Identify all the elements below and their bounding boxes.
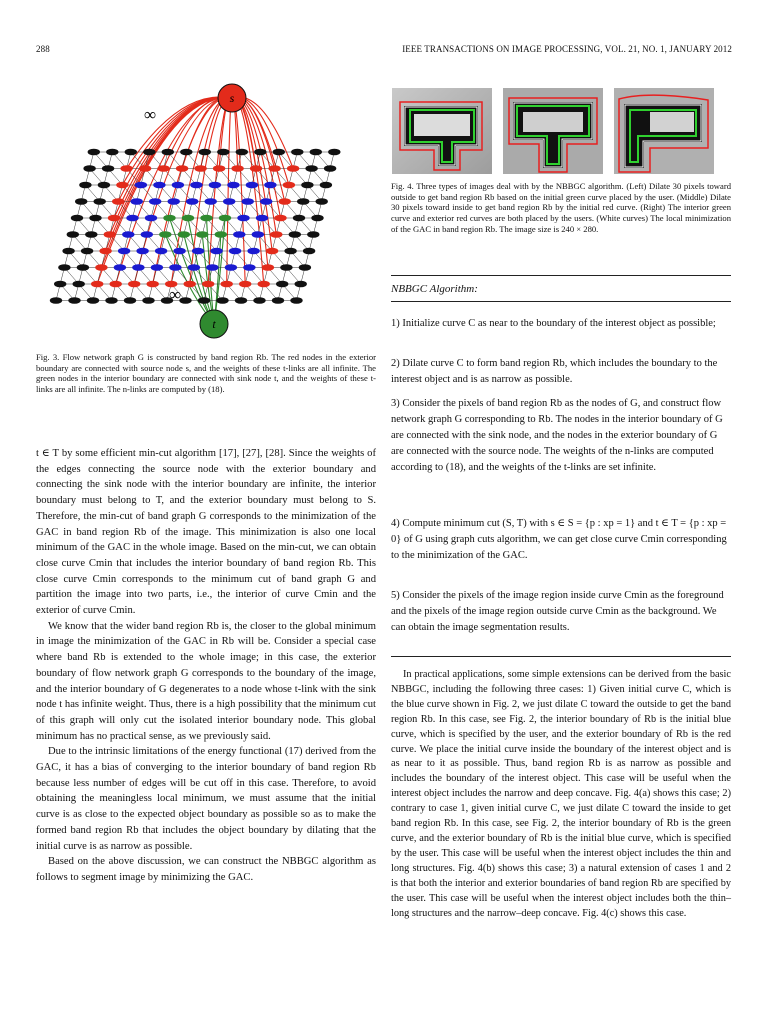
graph-node-black [162,149,174,156]
graph-node-blue [210,248,222,255]
graph-node-black [199,149,211,156]
graph-node-blue [141,231,153,238]
graph-node-green [219,215,231,222]
graph-node-red [283,182,295,189]
graph-node-black [73,281,85,288]
graph-node-black [316,198,328,205]
graph-node-red [221,281,233,288]
graph-node-black [305,165,317,172]
graph-node-red [274,215,286,222]
graph-node-blue [252,231,264,238]
figure-3-caption: Fig. 3. Flow network graph G is constructed by band region Rb. The red nodes in the exterior boundary are connected with source node s, and the weights of these t-links are all infinite. The green nodes in the interior boundary are connected with sink node t, and the weights of these t-links are all infinite. The n-links are computed by (18). [36,352,376,395]
graph-node-blue [135,182,147,189]
graph-node-black [124,297,136,304]
graph-node-black [79,182,91,189]
graph-node-red [250,165,262,172]
graph-node-red [147,281,159,288]
sink-node-label: t [212,317,216,331]
graph-node-black [68,297,80,304]
graph-node-blue [223,198,235,205]
graph-node-red [176,165,188,172]
graph-node-blue [243,264,255,271]
graph-node-green [163,215,175,222]
graph-node-black [75,198,87,205]
figure-4-right-image [614,88,714,174]
source-node-label: s [229,91,235,105]
graph-node-black [94,198,106,205]
graph-node-blue [233,231,245,238]
graph-node-black [83,165,95,172]
graph-node-black [81,248,93,255]
graph-node-black [180,149,192,156]
graph-node-black [284,248,296,255]
graph-node-black [85,231,97,238]
algorithm-title-rule [391,301,731,302]
journal-header: IEEE TRANSACTIONS ON IMAGE PROCESSING, VOL. 21, NO. 1, JANUARY 2012 [402,44,732,54]
graph-node-black [328,149,340,156]
graph-node-red [202,281,214,288]
graph-node-blue [114,264,126,271]
algorithm-step-2: 2) Dilate curve C to form band region Rb, which includes the boundary to the interest object and is as narrow as possible. [391,358,718,385]
algorithm-step-5: 5) Consider the pixels of the image region inside curve Cmin as the foreground and the pixels of the image region outside curve Cmin as the background. We can obtain the image segmentation results. [391,590,724,633]
graph-node-red [120,165,132,172]
graph-node-green [200,215,212,222]
graph-node-red [184,281,196,288]
graph-node-black [291,149,303,156]
graph-node-red [157,165,169,172]
graph-node-black [303,248,315,255]
graph-node-black [102,165,114,172]
graph-node-blue [145,215,157,222]
graph-node-black [62,248,74,255]
algorithm-step-4: 4) Compute minimum cut (S, T) with s ∈ S = {p : xp = 1} and t ∈ T = {p : xp = 0} of G using graph cuts algorithm, we can get close curve Cmin corresponding to the minimization of the GAC. [391,518,727,561]
graph-node-blue [131,198,143,205]
graph-node-red [287,165,299,172]
graph-node-black [295,281,307,288]
graph-node-red [95,264,107,271]
graph-node-red [108,215,120,222]
paragraph: In practical applications, some simple extensions can be derived from the basic NBBGC, including the following three cases: 1) Given initial curve C, which is the blue curve shown in Fig. 2, we just dilate C toward the outside to get the band region Rb. In this case, see Fig. 2, the interior boundary of Rb is the initial blue curve, which is specified by the user, and the exterior boundary of Rb is the red curve. We place the initial curve inside the boundary of the interest object and is as near to it as possible. Thus, band region Rb is as narrow as possible and includes the boundary of the interest object. This case will be useful when the interest object includes the narrow and deep concave. Fig. 4(a) shows this case; 2) contrary to case 1, given initial curve C, we just dilate C toward the inside to get band region Rb. In this case, see Fig. 2, the interior boundary of Rb is the green curve, and the exterior boundary of Rb is the initial blue curve, which is specified by the user. This case will be useful when the interest object includes the thin and long structures. Fig. 4(b) shows this case; 3) a natural extension of cases 1 and 2 is that both the interior and exterior boundaries of band region Rb are specified by the user. This case will be useful when the interest object includes both the thin–long structures and the narrow–deep concave. Fig. 4(c) shows this case. [391,669,731,919]
algorithm-step-1: 1) Initialize curve C as near to the boundary of the interest object as possible; [391,318,716,329]
graph-node-black [253,297,265,304]
graph-node-black [324,165,336,172]
graph-node-black [235,297,247,304]
graph-node-blue [209,182,221,189]
graph-node-blue [227,182,239,189]
graph-node-green [182,215,194,222]
graph-node-blue [126,215,138,222]
graph-node-red [266,248,278,255]
algorithm-step-3: 3) Consider the pixels of band region Rb as the nodes of G, and construct flow network graph G corresponding to Rb. The nodes in the interior boundary of G are connected with the sink node, and the nodes in the exterior boundary of G are connected with the source node. The weights of the n-links are computed according to (18), and the weights of the t-links are set infinite. [391,398,723,473]
graph-node-red [112,198,124,205]
graph-node-blue [229,248,241,255]
graph-node-blue [256,215,268,222]
graph-node-black [88,149,100,156]
graph-node-blue [260,198,272,205]
graph-node-black [71,215,83,222]
graph-node-black [289,231,301,238]
graph-node-blue [169,264,181,271]
source-t-link [227,98,232,284]
graph-node-black [77,264,89,271]
graph-node-red [213,165,225,172]
graph-node-black [280,264,292,271]
graph-node-blue [153,182,165,189]
graph-node-blue [168,198,180,205]
graph-node-blue [247,248,259,255]
graph-node-blue [192,248,204,255]
graph-node-black [293,215,305,222]
graph-node-black [106,149,118,156]
graph-node-blue [172,182,184,189]
graph-node-red [99,248,111,255]
graph-node-black [98,182,110,189]
graph-node-black [125,149,137,156]
graph-node-black [58,264,70,271]
paragraph: Based on the above discussion, we can construct the NBBGC algorithm as follows to segment image by minimizing the GAC. [36,856,376,883]
graph-node-black [54,281,66,288]
graph-node-green [215,231,227,238]
graph-node-green [159,231,171,238]
figure-4-left-image [392,88,492,174]
graph-node-blue [118,248,130,255]
graph-node-red [231,165,243,172]
algorithm-bottom-rule [391,656,731,657]
graph-node-red [279,198,291,205]
graph-node-black [50,297,62,304]
graph-node-red [258,281,270,288]
graph-node-blue [132,264,144,271]
graph-node-red [194,165,206,172]
figure-4-middle-image [503,88,603,174]
graph-node-black [89,215,101,222]
algorithm-top-rule [391,275,731,276]
graph-node-black [301,182,313,189]
graph-node-black [198,297,210,304]
graph-node-black [87,297,99,304]
paragraph: Due to the intrinsic limitations of the energy functional (17) derived from the GAC, it has a bias of converging to the interior boundary of band region Rb because less number of edges will be cut off in this case. Therefore, to avoid obtaining the meaningless local minimum, we must assume that the initial curve is as close to the expected object boundary as possible so as to make the formed band region Rb that includes the object boundary by dilating that the initial curve is as narrow as possible. [36,746,376,852]
graph-node-green [196,231,208,238]
graph-node-blue [190,182,202,189]
infinity-weight-top: ∞ [144,105,157,124]
graph-node-red [104,231,116,238]
graph-node-black [310,149,322,156]
graph-node-black [105,297,117,304]
graph-node-black [67,231,79,238]
graph-node-green [178,231,190,238]
graph-node-red [128,281,140,288]
graph-node-red [110,281,122,288]
graph-node-red [262,264,274,271]
graph-node-black [179,297,191,304]
graph-node-black [143,149,155,156]
graph-node-black [254,149,266,156]
graph-node-black [311,215,323,222]
graph-node-black [142,297,154,304]
paragraph: We know that the wider band region Rb is, the closer to the global minimum in image the minimization of the GAC in Rb will be. Consider a special case where band Rb is extended to the whole image; in this case, the exterior boundary of flow network graph G corresponds to the boundary of the image, and the interior boundary of G degenerates to a node whose t-link with the sink node t has infinite weight. Thus, there is a high possibility that the minimum cut of this graph will only cut the isolated interior boundary node. This global minimum has no practical sense, as we previously said. [36,620,376,742]
graph-node-black [272,297,284,304]
infinity-weight-bottom: ∞ [169,285,182,304]
graph-node-blue [206,264,218,271]
graph-node-red [91,281,103,288]
graph-node-red [239,281,251,288]
paragraph: t ∈ T by some efficient min-cut algorithm [17], [27], [28]. Since the weights of the edges connecting the source node with the exterior boundary and connecting the sink node with the interior boundary are infinite, the interior boundary must belong to T, and the exterior boundary must belong to S. Therefore, the min-cut of band graph G corresponds to the minimization of the GAC in band region Rb of the image. This minimization is also one local minimum of the GAC in the whole image. Based on the min-cut, we can obtain close curve Cmin that includes the interior boundary of band region Rb. This close curve Cmin corresponds to the minimum cut of band graph G and partition the image into two parts, i.e., the interior of curve Cmin and the exterior of curve Cmin. [36,448,376,617]
graph-node-black [236,149,248,156]
graph-node-red [116,182,128,189]
graph-node-blue [151,264,163,271]
graph-node-red [268,165,280,172]
graph-node-blue [205,198,217,205]
figure-4-caption: Fig. 4. Three types of images deal with by the NBBGC algorithm. (Left) Dilate 30 pixels toward outside to get band region Rb based on the initial green curve placed by the user. (Middle) Dilate 30 pixels toward inside to get band region Rb by the initial red curve. (Right) The interior green curve and exterior red curves are both placed by the users. (White curves) The local minimization of the GAC in band region Rb. The image size is 240 × 280. [391,181,731,234]
graph-node-black [217,149,229,156]
graph-node-blue [246,182,258,189]
graph-node-blue [136,248,148,255]
algorithm-title: NBBGC Algorithm: [391,283,478,295]
left-column-text [36,446,376,886]
graph-node-blue [122,231,134,238]
graph-node-black [273,149,285,156]
graph-node-black [299,264,311,271]
graph-node-blue [188,264,200,271]
graph-node-blue [149,198,161,205]
graph-node-blue [237,215,249,222]
graph-node-black [276,281,288,288]
graph-node-blue [264,182,276,189]
right-column-text [391,668,731,921]
page-number: 288 [36,44,50,54]
graph-node-blue [242,198,254,205]
graph-node-blue [186,198,198,205]
graph-node-red [139,165,151,172]
graph-node-black [290,297,302,304]
graph-node-blue [155,248,167,255]
graph-node-black [307,231,319,238]
graph-node-blue [173,248,185,255]
graph-node-blue [225,264,237,271]
graph-node-black [297,198,309,205]
figure-3-flow-network [36,72,380,348]
graph-node-red [270,231,282,238]
graph-node-black [216,297,228,304]
graph-node-black [320,182,332,189]
